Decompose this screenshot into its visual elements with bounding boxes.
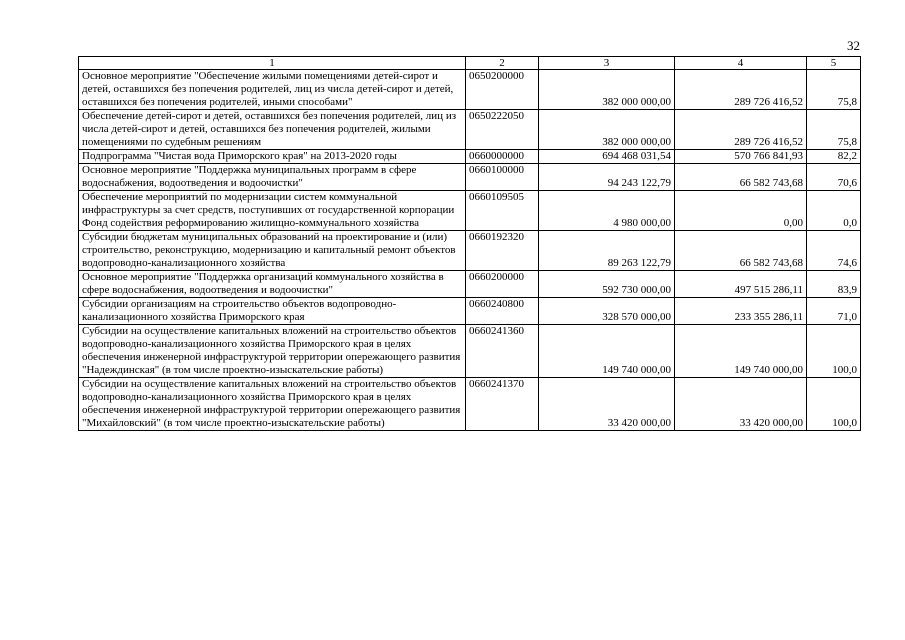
row-code: 0660241360 <box>466 325 539 378</box>
table-row <box>79 191 861 231</box>
row-fact: 149 740 000,00 <box>675 325 807 378</box>
row-name: Основное мероприятие "Поддержка организаций коммунального хозяйства в сфере водоснабжения, водоотведения и водоочистки" <box>79 271 466 298</box>
row-name: Субсидии организациям на строительство объектов водопроводно-канализационного хозяйства Приморского края <box>79 298 466 325</box>
row-plan: 694 468 031,54 <box>539 150 675 164</box>
row-plan: 328 570 000,00 <box>539 298 675 325</box>
row-name: Подпрограмма "Чистая вода Приморского края" на 2013-2020 годы <box>79 150 466 164</box>
row-name: Основное мероприятие "Обеспечение жилыми помещениями детей-сирот и детей, оставшихся без попечения родителей, лиц из числа детей-сирот и детей, оставшихся без попечения родителей, иными способами" <box>79 70 466 110</box>
row-name: Основное мероприятие "Поддержка муниципальных программ в сфере водоснабжения, водоотведения и водоочистки" <box>79 164 466 191</box>
row-fact: 570 766 841,93 <box>675 150 807 164</box>
row-fact: 66 582 743,68 <box>675 231 807 271</box>
row-plan: 33 420 000,00 <box>539 378 675 431</box>
column-header-5: 5 <box>807 57 861 70</box>
row-code: 0660000000 <box>466 150 539 164</box>
table-row <box>79 378 861 431</box>
table-row <box>79 150 861 164</box>
row-percent: 82,2 <box>807 150 861 164</box>
budget-execution-table <box>78 56 861 431</box>
column-header-4: 4 <box>675 57 807 70</box>
row-fact: 66 582 743,68 <box>675 164 807 191</box>
row-plan: 382 000 000,00 <box>539 110 675 150</box>
table-row <box>79 298 861 325</box>
row-code: 0660192320 <box>466 231 539 271</box>
row-fact: 289 726 416,52 <box>675 110 807 150</box>
column-header-1: 1 <box>79 57 466 70</box>
table-row <box>79 164 861 191</box>
row-name: Обеспечение мероприятий по модернизации систем коммунальной инфраструктуры за счет средств, поступивших от государственной корпорации Фонд содействия реформированию жилищно-коммунального хозяйства <box>79 191 466 231</box>
row-name: Обеспечение детей-сирот и детей, оставшихся без попечения родителей, лиц из числа детей-сирот и детей, оставшихся без попечения родителей, жилыми помещениями по судебным решениям <box>79 110 466 150</box>
table-row <box>79 231 861 271</box>
row-plan: 94 243 122,79 <box>539 164 675 191</box>
row-plan: 382 000 000,00 <box>539 70 675 110</box>
page-number: 32 <box>847 38 860 53</box>
row-code: 0660109505 <box>466 191 539 231</box>
row-code: 0650222050 <box>466 110 539 150</box>
table-row <box>79 271 861 298</box>
row-plan: 89 263 122,79 <box>539 231 675 271</box>
row-name: Субсидии на осуществление капитальных вложений на строительство объектов водопроводно-канализационного хозяйства Приморского края в целях обеспечения инженерной инфраструктурой территории опережающего развития "Михайловский" (в том числе проектно-изыскательские работы) <box>79 378 466 431</box>
row-code: 0660241370 <box>466 378 539 431</box>
table-row <box>79 70 861 110</box>
row-percent: 74,6 <box>807 231 861 271</box>
column-header-2: 2 <box>466 57 539 70</box>
row-percent: 75,8 <box>807 110 861 150</box>
row-plan: 4 980 000,00 <box>539 191 675 231</box>
row-code: 0660200000 <box>466 271 539 298</box>
row-percent: 0,0 <box>807 191 861 231</box>
row-percent: 83,9 <box>807 271 861 298</box>
row-fact: 233 355 286,11 <box>675 298 807 325</box>
row-fact: 33 420 000,00 <box>675 378 807 431</box>
column-header-3: 3 <box>539 57 675 70</box>
row-fact: 497 515 286,11 <box>675 271 807 298</box>
row-name: Субсидии на осуществление капитальных вложений на строительство объектов водопроводно-канализационного хозяйства Приморского края в целях обеспечения инженерной инфраструктурой территории опережающего развития "Надеждинская" (в том числе проектно-изыскательские работы) <box>79 325 466 378</box>
row-percent: 100,0 <box>807 325 861 378</box>
row-plan: 149 740 000,00 <box>539 325 675 378</box>
row-code: 0660240800 <box>466 298 539 325</box>
row-plan: 592 730 000,00 <box>539 271 675 298</box>
row-percent: 70,6 <box>807 164 861 191</box>
row-code: 0650200000 <box>466 70 539 110</box>
row-code: 0660100000 <box>466 164 539 191</box>
row-percent: 100,0 <box>807 378 861 431</box>
column-number-row <box>79 57 861 70</box>
table-row <box>79 110 861 150</box>
row-percent: 75,8 <box>807 70 861 110</box>
row-name: Субсидии бюджетам муниципальных образований на проектирование и (или) строительство, реконструкцию, модернизацию и капитальный ремонт объектов водопроводно-канализационного хозяйства <box>79 231 466 271</box>
table-row <box>79 325 861 378</box>
row-percent: 71,0 <box>807 298 861 325</box>
row-fact: 0,00 <box>675 191 807 231</box>
row-fact: 289 726 416,52 <box>675 70 807 110</box>
